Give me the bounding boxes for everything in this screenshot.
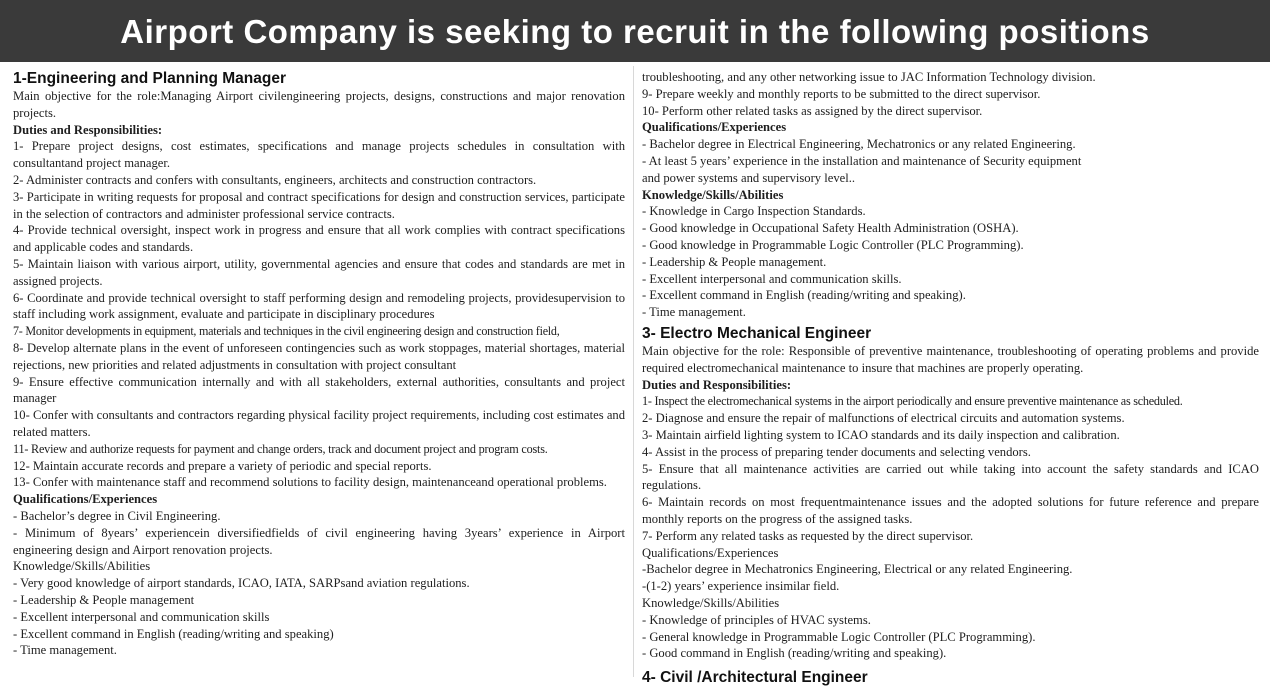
skill-item: - Time management.	[642, 305, 746, 320]
duty-item: 4- Assist in the process of preparing tender documents and selecting vendors.	[642, 444, 1031, 459]
qualifications-heading: Qualifications/Experiences	[642, 120, 787, 135]
qualification-item: - Bachelor degree in Electrical Engineering, Mechatronics or any related Engineering.	[642, 137, 1076, 152]
knowledge-skills-heading: Knowledge/Skills/Abilities	[13, 559, 151, 574]
skill-item: - Good knowledge in Programmable Logic Controller (PLC Programming).	[642, 237, 1024, 252]
qualifications-heading: Qualifications/Experiences	[13, 492, 158, 507]
section-title-civil-architectural-engineer: 4- Civil /Architectural Engineer	[642, 669, 868, 687]
right-column	[642, 69, 1259, 687]
continued-duty-item: 10- Perform other related tasks as assigned by the direct supervisor.	[642, 103, 983, 118]
section-title-electro-mechanical-engineer: 3- Electro Mechanical Engineer	[642, 324, 872, 342]
skill-item: - Excellent command in English (reading/writing and speaking)	[13, 626, 334, 641]
skill-item: - Excellent command in English (reading/writing and speaking).	[642, 288, 966, 303]
duty-item: 9- Ensure effective communication internally and with all stakeholders, external authorities, consultants and project manager	[13, 374, 625, 406]
left-column	[13, 69, 625, 659]
duty-item: 2- Diagnose and ensure the repair of malfunctions of electrical circuits and automation systems.	[642, 411, 1125, 426]
role-objective: Main objective for the role:Managing Airport civilengineering projects, designs, constructions and major renovation projects.	[13, 89, 625, 120]
duty-item: 6- Coordinate and provide technical oversight to staff performing design and remodeling projects, providesupervision to staff including work assignment, evaluate and participate in disciplinary procedures	[13, 290, 625, 322]
duty-item: 3- Participate in writing requests for proposal and contract specifications for design and construction services, participate in the selection of contractors and administer professional service contracts.	[13, 189, 625, 221]
duty-item: 12- Maintain accurate records and prepare a variety of periodic and special reports.	[13, 458, 432, 473]
duty-item: 3- Maintain airfield lighting system to ICAO standards and its daily inspection and calibration.	[642, 427, 1120, 442]
duty-item: 6- Maintain records on most frequentmaintenance issues and the adopted solutions for future reference and prepare monthly reports on the progress of the assigned tasks.	[642, 495, 1259, 526]
continued-duty-item: troubleshooting, and any other networking issue to JAC Information Technology division.	[642, 70, 1096, 84]
qualification-item: - Bachelor’s degree in Civil Engineering.	[13, 508, 221, 523]
duty-item: 11- Review and authorize requests for payment and change orders, track and document project and program costs.	[13, 441, 548, 456]
qualification-item: -(1-2) years’ experience insimilar field.	[642, 579, 840, 594]
duty-item: 13- Confer with maintenance staff and recommend solutions to facility design, maintenanceand operational problems.	[13, 475, 607, 490]
qualification-item: - Minimum of 8years’ experiencein diversifiedfields of civil engineering having 3years’ experience in Airport engineering design and Airport renovation projects.	[13, 525, 625, 557]
duty-item: 5- Maintain liaison with various airport, utility, governmental agencies and ensure that codes and standards are met in assigned projects.	[13, 256, 625, 288]
section-title-engineering-planning-manager: 1-Engineering and Planning Manager	[13, 70, 287, 87]
skill-item: - Leadership & People management	[13, 592, 195, 607]
continued-duty-item: 9- Prepare weekly and monthly reports to be submitted to the direct supervisor.	[642, 86, 1041, 101]
duty-item: 4- Provide technical oversight, inspect work in progress and ensure that all work complies with contract specifications and applicable codes and standards.	[13, 223, 625, 255]
qualifications-heading: Qualifications/Experiences	[642, 545, 779, 560]
duty-item: 1- Prepare project designs, cost estimates, specifications and manage projects schedules in consultation with consultantand project manager.	[13, 139, 625, 171]
duties-heading: Duties and Responsibilities:	[642, 377, 792, 392]
duty-item: 1- Inspect the electromechanical systems in the airport periodically and ensure preventive maintenance as scheduled.	[642, 394, 1183, 409]
duty-item: 7- Monitor developments in equipment, materials and techniques in the civil engineering design and construction field,	[13, 324, 560, 339]
skill-item: - Time management.	[13, 643, 117, 658]
qualification-item: - At least 5 years’ experience in the installation and maintenance of Security equipment	[642, 153, 1082, 168]
skill-item: - Knowledge in Cargo Inspection Standards.	[642, 204, 866, 219]
skill-item: - Excellent interpersonal and communication skills.	[642, 271, 902, 286]
skill-item: - Very good knowledge of airport standards, ICAO, IATA, SARPsand aviation regulations.	[13, 576, 470, 591]
knowledge-skills-heading: Knowledge/Skills/Abilities	[642, 187, 784, 202]
duty-item: 8- Develop alternate plans in the event of unforeseen contingencies such as work stoppages, material shortages, material rejections, new priorities and related adjustments in consultation with project consultant	[13, 340, 625, 372]
skill-item: - General knowledge in Programmable Logic Controller (PLC Programming).	[642, 629, 1036, 644]
skill-item: - Good command in English (reading/writing and speaking).	[642, 646, 947, 661]
knowledge-skills-heading: Knowledge/Skills/Abilities	[642, 595, 780, 610]
duty-item: 2- Administer contracts and confers with consultants, engineers, architects and construction contractors.	[13, 172, 537, 187]
duty-item: 7- Perform any related tasks as requested by the direct supervisor.	[642, 528, 974, 543]
qualification-item: and power systems and supervisory level..	[642, 170, 855, 185]
skill-item: - Good knowledge in Occupational Safety Health Administration (OSHA).	[642, 221, 1019, 236]
skill-item: - Excellent interpersonal and communication skills	[13, 609, 270, 624]
role-objective: Main objective for the role: Responsible of preventive maintenance, troubleshooting of operating problems and provide required electromechanical maintenance to insure that machines are properly operating.	[642, 343, 1259, 375]
page-banner-title: Airport Company is seeking to recruit in the following positions	[0, 0, 1270, 62]
skill-item: - Leadership & People management.	[642, 254, 827, 269]
column-divider	[633, 66, 634, 677]
duty-item: 10- Confer with consultants and contractors regarding physical facility project requirements, including cost estimates and related matters.	[13, 408, 625, 439]
skill-item: - Knowledge of principles of HVAC systems.	[642, 612, 871, 627]
duties-heading: Duties and Responsibilities:	[13, 122, 163, 137]
duty-item: 5- Ensure that all maintenance activities are carried out while taking into account the safety standards and ICAO regulations.	[642, 461, 1259, 493]
qualification-item: -Bachelor degree in Mechatronics Engineering, Electrical or any related Engineering.	[642, 562, 1073, 577]
